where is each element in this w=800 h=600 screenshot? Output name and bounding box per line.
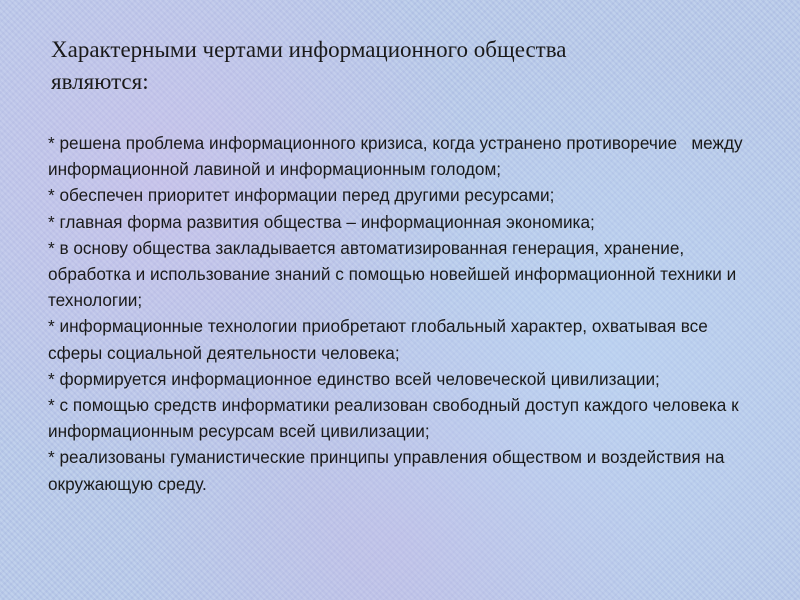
slide-title-line-1: Характерными чертами информационного общества	[51, 37, 567, 62]
slide-title-line-2: являются:	[51, 69, 149, 94]
feature-item-3: * главная форма развития общества – информационная экономика;	[48, 211, 595, 232]
feature-item-5: * информационные технологии приобретают глобальный характер, охватывая все сферы социальной деятельности человека;	[48, 316, 713, 363]
feature-item-7: * с помощью средств информатики реализован свободный доступ каждого человека к информационным ресурсам всей цивилизации;	[48, 395, 744, 442]
feature-item-2: * обеспечен приоритет информации перед другими ресурсами;	[48, 185, 555, 206]
slide-title	[51, 34, 751, 98]
feature-item-4: * в основу общества закладывается автоматизированная генерация, хранение, обработка и использование знаний с помощью новейшей информационной техники и технологии;	[48, 237, 741, 311]
feature-item-6: * формируется информационное единство всей человеческой цивилизации;	[48, 368, 660, 389]
feature-item-8: * реализованы гуманистические принципы управления обществом и воздействия на окружающую среду.	[48, 447, 730, 494]
feature-list	[48, 130, 760, 497]
feature-item-1: * решена проблема информационного кризиса, когда устранено противоречие между информационной лавиной и информационным голодом;	[48, 133, 748, 180]
